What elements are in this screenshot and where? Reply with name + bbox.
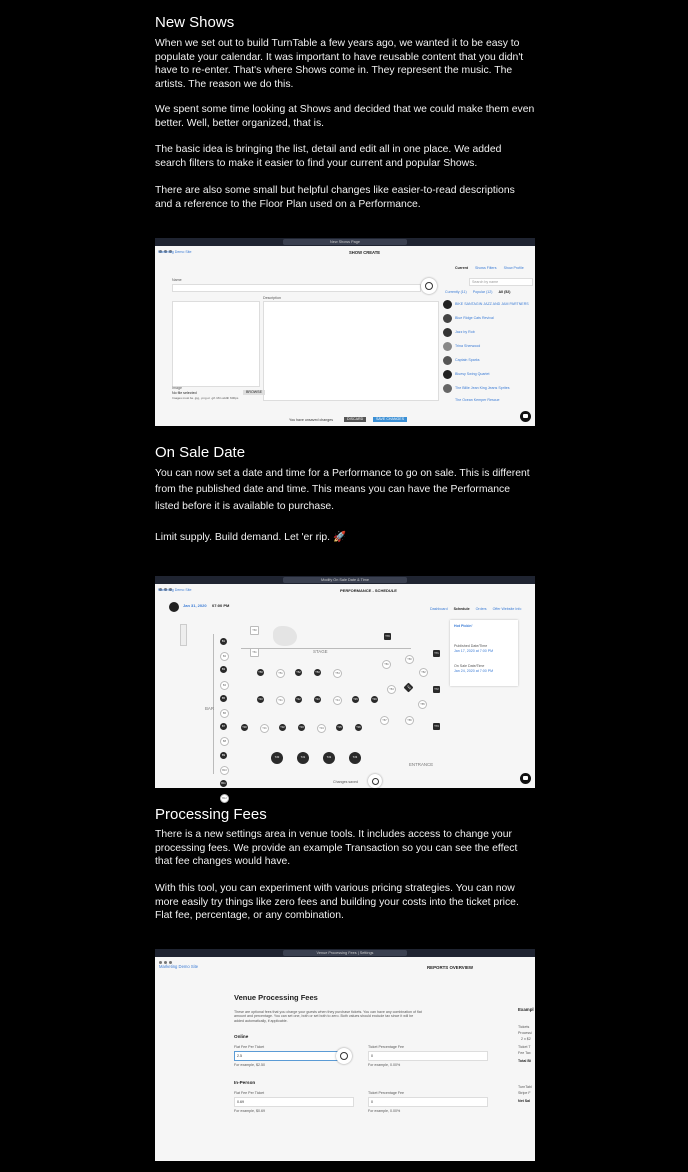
example-line: Net Sal xyxy=(518,1099,531,1103)
browser-tab: Venue Processing Fees | Settings xyxy=(283,950,407,956)
seat[interactable]: T54 xyxy=(333,669,342,678)
show-avatar xyxy=(443,370,452,379)
seat[interactable]: B8 xyxy=(220,737,229,746)
paragraph: Limit supply. Build demand. Let 'er rip. 🚀 xyxy=(155,532,346,543)
seat[interactable]: T85 xyxy=(418,700,427,709)
inperson-pct-input[interactable]: 0 xyxy=(368,1097,488,1107)
no-file-text: No file selected xyxy=(172,391,197,395)
seat[interactable]: T36 xyxy=(356,726,361,729)
seat[interactable]: B11 xyxy=(221,782,226,785)
seat[interactable]: T30 xyxy=(242,726,247,729)
seat[interactable]: T46 xyxy=(372,698,377,701)
seat[interactable]: T86 xyxy=(405,716,414,725)
tab-orders[interactable]: Orders xyxy=(475,607,487,611)
settings-description: These are optional fees that you charge your guests when they purchase tickets. You can have any combination of flat amount and percentage. You can set one, both or set both to zero. Both values should exclude tax since it will be added automatically, if applicable. xyxy=(234,1010,422,1023)
seat[interactable]: T82 xyxy=(419,668,428,677)
seat[interactable]: T52 xyxy=(296,671,301,674)
show-item[interactable]: Captain Sparks xyxy=(455,358,480,362)
seat[interactable]: B7 xyxy=(221,725,226,729)
screenshot-performance-schedule xyxy=(155,576,535,801)
seat[interactable]: T81 xyxy=(382,660,391,669)
save-changes-button[interactable]: SAVE CHANGES xyxy=(373,417,407,422)
org-switcher[interactable]: Marketing Demo Site xyxy=(159,964,199,969)
example-line: Fee Tax xyxy=(518,1051,531,1055)
changes-saved-text: Changes saved xyxy=(333,780,358,784)
name-input[interactable] xyxy=(172,284,421,292)
seat[interactable]: T42 xyxy=(296,698,301,701)
browser-tab: New Shows Page xyxy=(283,239,407,245)
seat[interactable]: T40 xyxy=(258,698,263,701)
page-header: PERFORMANCE - SCHEDULE xyxy=(340,588,397,593)
seat[interactable]: T50 xyxy=(258,671,263,674)
on-sale-date[interactable]: Jan 24, 2020 at 7:00 PM xyxy=(454,669,494,673)
description-editor[interactable] xyxy=(263,301,439,401)
paragraph: You can now set a date and time for a Performance to go on sale. This is different from the published date and time. This means you can have the Performance listed before it is available to purchase. xyxy=(155,468,530,512)
paragraph: We spent some time looking at Shows and decided that we could make them even better. Well, better organized, that is. xyxy=(155,104,535,129)
section-title-new-shows: New Shows xyxy=(155,14,235,31)
show-item[interactable]: Bluesy Swing Quartet xyxy=(455,372,490,376)
online-flat-label: Flat Fee Per Ticket xyxy=(234,1045,265,1049)
browser-titlebar xyxy=(155,949,535,957)
show-avatar xyxy=(443,314,452,323)
browser-titlebar xyxy=(155,238,535,246)
show-avatar xyxy=(443,300,452,309)
seat[interactable]: T43 xyxy=(315,698,320,701)
inperson-flat-input[interactable]: 0.69 xyxy=(234,1097,354,1107)
show-item[interactable]: Jazz by Rob xyxy=(455,330,475,334)
seat[interactable]: T35 xyxy=(337,726,342,729)
floor-plan xyxy=(155,576,535,801)
seat[interactable]: T22 xyxy=(323,752,335,764)
seat[interactable]: T53 xyxy=(315,671,320,674)
example-line: Processi xyxy=(518,1031,532,1035)
inperson-pct-label: Ticket Percentage Fee xyxy=(368,1091,405,1095)
show-avatar xyxy=(443,356,452,365)
discard-button[interactable]: DISCARD xyxy=(344,417,366,422)
seat[interactable]: T31 xyxy=(260,724,269,733)
seat[interactable]: T87 xyxy=(380,716,389,725)
published-label: Published Date/Time xyxy=(454,644,488,648)
grammarly-icon[interactable] xyxy=(368,774,382,788)
seat[interactable]: B3 xyxy=(221,668,226,672)
image-help: Images must be .jpg, .png or .gif. Min width 600px. xyxy=(172,396,240,400)
online-pct-example: For example, 0.00% xyxy=(368,1063,401,1067)
paragraph: When we set out to build TurnTable a few years ago, we wanted it to be easy to populate your calendar. It was important to have reusable content that you didn't have to re-enter. That's where Shows come in. They represent the music. The artists. The reason we do this. xyxy=(155,38,524,90)
seat[interactable]: T34 xyxy=(317,724,326,733)
grammarly-icon[interactable] xyxy=(421,278,437,294)
online-pct-label: Ticket Percentage Fee xyxy=(368,1045,405,1049)
show-item[interactable]: The Ocean Kemper Rescue xyxy=(455,398,500,402)
performance-date[interactable]: Jan 31, 2020 xyxy=(183,603,207,608)
seat[interactable]: T72 xyxy=(434,688,439,691)
online-flat-input[interactable]: 2.5 xyxy=(234,1051,340,1061)
tab-dashboard[interactable]: Dashboard xyxy=(430,607,448,611)
seat[interactable]: T44 xyxy=(333,696,342,705)
seat[interactable]: T60 xyxy=(250,626,259,635)
org-switcher[interactable]: Marketing Demo Site xyxy=(158,588,192,592)
inperson-heading: In-Person xyxy=(234,1080,256,1085)
seat[interactable]: T23 xyxy=(349,752,361,764)
list-tab-popular[interactable]: Popular (12) xyxy=(472,290,493,294)
performance-time: 07:00 PM xyxy=(212,603,230,608)
settings-title: Venue Processing Fees xyxy=(234,993,318,1002)
browser-tab: Modify On Sale Date & Time xyxy=(283,577,407,583)
show-name[interactable]: Hot Pickin' xyxy=(454,624,473,628)
show-item[interactable]: Blue Ridge Cats Revival xyxy=(455,316,494,320)
seat[interactable]: T41 xyxy=(276,696,285,705)
example-line: Ticket T xyxy=(518,1045,531,1049)
seat[interactable]: T80 xyxy=(405,655,414,664)
seat[interactable]: B6 xyxy=(220,709,229,718)
example-line: TurnTabl xyxy=(518,1085,532,1089)
seat[interactable]: B10 xyxy=(220,766,229,775)
stage-label: STAGE xyxy=(313,649,328,654)
paragraph: With this tool, you can experiment with various pricing strategies. You can now more easily try things like zero fees and building your costs into the ticket price. Flat fee, percentage, or any combination. xyxy=(155,883,519,921)
bar-label: BAR xyxy=(205,706,215,711)
inperson-pct-example: For example, 0.00% xyxy=(368,1109,401,1113)
screenshot-processing-fees xyxy=(155,949,535,1161)
paragraph: There are also some small but helpful changes like easier-to-read descriptions and a reference to the Floor Plan used on a Performance. xyxy=(155,185,515,210)
section-title-processing-fees: Processing Fees xyxy=(155,806,267,823)
chat-icon[interactable] xyxy=(520,773,531,784)
inperson-flat-label: Flat Fee Per Ticket xyxy=(234,1091,265,1095)
screenshot-show-create xyxy=(155,238,535,426)
online-flat-example: For example, $2.50 xyxy=(234,1063,265,1067)
show-item[interactable]: BIKE SANTAGIN JAZZ AND JAM PARTNERS xyxy=(455,302,529,306)
seat[interactable]: T21 xyxy=(297,752,309,764)
seat[interactable]: B2 xyxy=(220,652,229,661)
image-preview[interactable] xyxy=(172,301,260,387)
show-avatar xyxy=(443,328,452,337)
filter-profile[interactable]: Show Profile xyxy=(503,266,524,270)
show-search-input[interactable]: Search by name xyxy=(469,278,533,286)
seat[interactable]: B4 xyxy=(220,681,229,690)
inperson-flat-example: For example, $0.69 xyxy=(234,1109,265,1113)
show-list xyxy=(441,300,535,404)
org-switcher[interactable]: Marketing Demo Site xyxy=(158,250,192,254)
seat[interactable]: B5 xyxy=(221,696,226,700)
unsaved-text: You have unsaved changes xyxy=(289,418,334,422)
on-sale-label: On Sale Date/Time xyxy=(454,664,485,668)
filter-current[interactable]: Current xyxy=(455,266,468,270)
show-item[interactable]: The Billie Jean King Jeans Sprites xyxy=(455,386,510,390)
list-tab-all[interactable]: All (52) xyxy=(498,290,511,294)
tab-schedule[interactable]: Schedule xyxy=(453,607,470,611)
show-avatar xyxy=(443,384,452,393)
browse-button[interactable]: BROWSE xyxy=(243,390,265,395)
name-label: Name xyxy=(172,278,182,282)
seat[interactable]: B9 xyxy=(221,753,226,757)
seat[interactable]: T20 xyxy=(271,752,283,764)
online-pct-input[interactable]: 0 xyxy=(368,1051,488,1061)
seat[interactable]: T84 xyxy=(387,685,396,694)
section-title-on-sale-date: On Sale Date xyxy=(155,444,246,461)
show-avatar xyxy=(443,342,452,351)
seat[interactable]: T45 xyxy=(353,698,358,701)
chat-icon[interactable] xyxy=(520,411,531,422)
paragraph: There is a new settings area in venue tools. It includes access to change your processing fees. We provide an example Transaction so you can see the effect that fee changes would have. xyxy=(155,829,518,867)
seat[interactable]: B1 xyxy=(221,640,226,643)
seat[interactable]: B12 xyxy=(220,794,229,803)
seat[interactable]: T83 xyxy=(404,683,414,693)
paragraph: The basic idea is bringing the list, detail and edit all in one place. We added search filters to make it easier to find your current and popular Shows. xyxy=(155,144,502,169)
page-header: REPORTS OVERVIEW xyxy=(427,965,474,970)
seat[interactable]: T70 xyxy=(385,635,390,638)
filter-shows[interactable]: Shows Filters xyxy=(474,266,497,270)
seat[interactable]: T33 xyxy=(299,726,304,729)
image-label: Image xyxy=(172,386,182,390)
example-line: 2 x $2 xyxy=(521,1037,531,1041)
example-line: Total Bi xyxy=(518,1059,531,1063)
seat[interactable]: T61 xyxy=(250,648,259,657)
description-label: Description xyxy=(263,296,281,300)
online-heading: Online xyxy=(234,1034,249,1039)
page-header: SHOW CREATE xyxy=(349,250,381,255)
seat[interactable]: T71 xyxy=(434,652,439,655)
seat[interactable]: T73 xyxy=(434,725,439,728)
tab-offer-website-info[interactable]: Offer Website Info xyxy=(492,607,522,611)
list-tab-current[interactable]: Currently (11) xyxy=(445,290,467,294)
example-line: Tickets xyxy=(518,1025,530,1029)
example-title: Exampl xyxy=(518,1007,534,1012)
entrance-label: ENTRANCE xyxy=(409,762,434,767)
show-item[interactable]: Trina Sherwood xyxy=(455,344,481,348)
seat[interactable]: T51 xyxy=(276,669,285,678)
published-date[interactable]: Jan 17, 2020 at 7:00 PM xyxy=(454,649,494,653)
seat[interactable]: T32 xyxy=(280,726,285,729)
example-line: Stripe F xyxy=(518,1091,531,1095)
grammarly-icon[interactable] xyxy=(336,1048,352,1064)
